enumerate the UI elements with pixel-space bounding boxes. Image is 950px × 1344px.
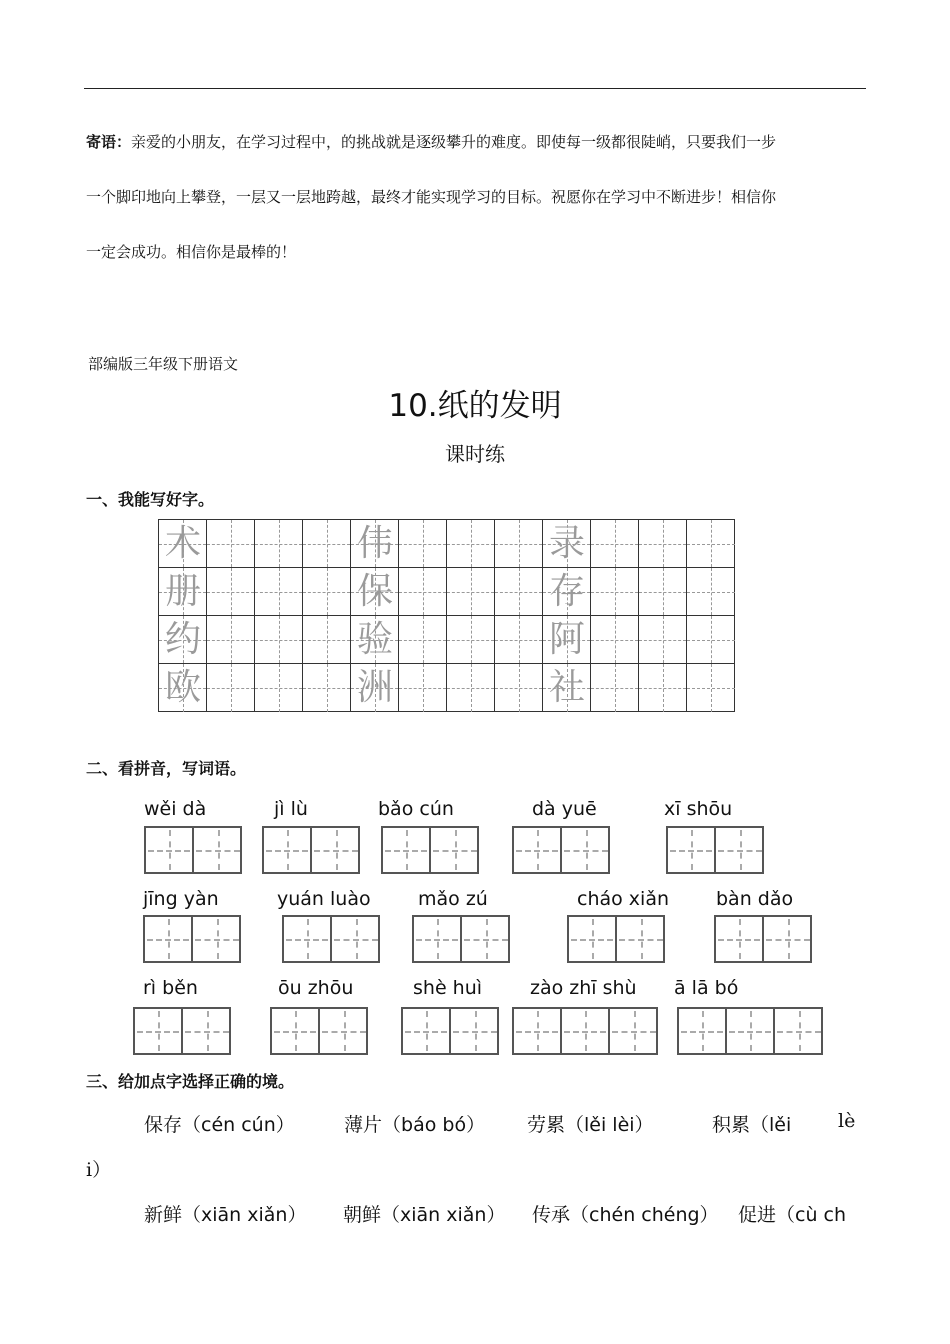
writing-cell[interactable] — [255, 616, 303, 664]
answer-cell[interactable] — [145, 917, 193, 961]
answer-cell[interactable] — [716, 917, 764, 961]
pinyin-label: jì lù — [274, 798, 308, 820]
message-line-1 — [86, 132, 876, 152]
answer-cell[interactable] — [414, 917, 462, 961]
writing-cell[interactable] — [399, 664, 447, 712]
page-title: 10.纸的发明 — [388, 388, 562, 424]
answer-cell[interactable] — [451, 1009, 499, 1053]
answer-cell[interactable] — [679, 1009, 727, 1053]
writing-cell[interactable] — [543, 520, 591, 568]
writing-cell[interactable] — [255, 568, 303, 616]
answer-cell[interactable] — [562, 828, 610, 872]
writing-cell[interactable] — [543, 616, 591, 664]
writing-cell[interactable] — [591, 568, 639, 616]
trace-character: 术 — [164, 523, 201, 564]
answer-boxes[interactable] — [714, 915, 812, 963]
writing-cell[interactable] — [495, 664, 543, 712]
answer-boxes[interactable] — [666, 826, 764, 874]
choice-word: 劳累 — [527, 1114, 566, 1136]
answer-cell[interactable] — [284, 917, 332, 961]
trace-character: 社 — [548, 667, 585, 708]
writing-cell[interactable] — [207, 664, 255, 712]
pinyin-label: jīng yàn — [143, 888, 219, 910]
answer-boxes[interactable] — [143, 915, 241, 963]
writing-cell[interactable] — [351, 568, 399, 616]
answer-cell[interactable] — [312, 828, 360, 872]
writing-cell[interactable] — [495, 520, 543, 568]
trace-character: 阿 — [548, 619, 585, 660]
writing-cell[interactable] — [351, 616, 399, 664]
pinyin-label: rì běn — [143, 977, 198, 999]
pinyin-label: yuán luào — [277, 888, 371, 910]
answer-cell[interactable] — [431, 828, 479, 872]
writing-cell[interactable] — [351, 520, 399, 568]
answer-cell[interactable] — [183, 1009, 231, 1053]
choice-item[interactable] — [144, 1200, 306, 1227]
writing-cell[interactable] — [255, 664, 303, 712]
pinyin-label: shè huì — [413, 977, 483, 999]
writing-cell[interactable] — [447, 616, 495, 664]
pinyin-label: xī shōu — [664, 798, 733, 820]
writing-cell[interactable] — [543, 664, 591, 712]
answer-boxes[interactable] — [567, 915, 665, 963]
writing-cell[interactable] — [639, 664, 687, 712]
writing-cell[interactable] — [639, 616, 687, 664]
pinyin-label: dà yuē — [532, 798, 597, 820]
trace-character: 录 — [548, 523, 585, 564]
writing-cell[interactable] — [207, 568, 255, 616]
writing-cell[interactable] — [255, 520, 303, 568]
answer-cell[interactable] — [383, 828, 431, 872]
writing-cell[interactable] — [159, 616, 207, 664]
trace-character: 存 — [548, 571, 585, 612]
answer-boxes[interactable] — [262, 826, 360, 874]
answer-cell[interactable] — [462, 917, 510, 961]
answer-cell[interactable] — [194, 828, 242, 872]
answer-boxes[interactable] — [512, 826, 610, 874]
choice-word: 新鲜 — [144, 1204, 183, 1226]
writing-cell[interactable] — [591, 616, 639, 664]
choice-item[interactable] — [343, 1200, 505, 1227]
answer-cell[interactable] — [775, 1009, 823, 1053]
answer-cell[interactable] — [569, 917, 617, 961]
choice-item[interactable] — [532, 1200, 719, 1227]
answer-boxes[interactable] — [677, 1007, 823, 1055]
writing-cell[interactable] — [687, 616, 735, 664]
answer-cell[interactable] — [727, 1009, 775, 1053]
message-text-1: 亲爱的小朋友，在学习过程中，的挑战就是逐级攀升的难度。即使每一级都很陡峭，只要我们一步 — [131, 133, 777, 151]
writing-cell[interactable] — [447, 568, 495, 616]
pinyin-label: zào zhī shù — [530, 977, 637, 999]
writing-cell[interactable] — [159, 520, 207, 568]
answer-cell[interactable] — [193, 917, 241, 961]
writing-cell[interactable] — [159, 568, 207, 616]
answer-cell[interactable] — [617, 917, 665, 961]
message-label: 寄语： — [86, 133, 132, 151]
writing-cell[interactable] — [543, 568, 591, 616]
pinyin-label: wěi dà — [144, 798, 207, 820]
choice-word: 薄片 — [344, 1114, 383, 1136]
trace-character: 约 — [164, 619, 201, 660]
choice-item[interactable] — [738, 1200, 846, 1227]
choice-options[interactable]: （lěi lèi） — [565, 1114, 654, 1136]
writing-cell[interactable] — [399, 616, 447, 664]
pinyin-label: mǎo zú — [418, 888, 488, 910]
writing-cell[interactable] — [639, 568, 687, 616]
trace-character: 伟 — [356, 523, 393, 564]
trace-character: 册 — [164, 571, 201, 612]
answer-cell[interactable] — [514, 828, 562, 872]
answer-cell[interactable] — [764, 917, 812, 961]
answer-cell[interactable] — [403, 1009, 451, 1053]
pinyin-label: ōu zhōu — [278, 977, 354, 999]
answer-cell[interactable] — [135, 1009, 183, 1053]
writing-cell[interactable] — [447, 520, 495, 568]
section2-heading: 二、看拼音，写词语。 — [86, 759, 247, 778]
trace-character: 验 — [356, 619, 393, 660]
writing-cell[interactable] — [351, 664, 399, 712]
choice-word: 传承 — [532, 1204, 571, 1226]
message-line-3: 一定会成功。相信你是最棒的！ — [86, 243, 297, 261]
choice-item[interactable] — [144, 1110, 295, 1137]
answer-cell[interactable] — [264, 828, 312, 872]
pinyin-label: ā lā bó — [674, 977, 739, 999]
choice-word: 朝鲜 — [343, 1204, 382, 1226]
writing-cell[interactable] — [687, 664, 735, 712]
trace-character: 欧 — [164, 667, 201, 708]
answer-boxes[interactable] — [412, 915, 510, 963]
section1-heading: 一、我能写好字。 — [86, 490, 215, 509]
trace-character: 保 — [356, 571, 393, 612]
answer-boxes[interactable] — [282, 915, 380, 963]
writing-cell[interactable] — [591, 520, 639, 568]
page-subtitle: 课时练 — [445, 442, 505, 466]
pinyin-label: cháo xiǎn — [577, 888, 670, 910]
answer-boxes[interactable] — [144, 826, 242, 874]
choice-options-tail: lè — [838, 1110, 856, 1132]
answer-cell[interactable] — [514, 1009, 562, 1053]
answer-cell[interactable] — [272, 1009, 320, 1053]
pinyin-label: bàn dǎo — [716, 888, 794, 910]
writing-grid — [158, 519, 735, 712]
answer-cell[interactable] — [320, 1009, 368, 1053]
top-rule — [84, 88, 866, 89]
trace-character: 洲 — [356, 667, 393, 708]
answer-boxes[interactable] — [381, 826, 479, 874]
choice-options[interactable]: （báo bó） — [382, 1114, 486, 1136]
answer-boxes[interactable] — [133, 1007, 231, 1055]
answer-cell[interactable] — [562, 1009, 610, 1053]
writing-cell[interactable] — [303, 664, 351, 712]
choice-word: 保存 — [144, 1114, 183, 1136]
choice-word: 积累 — [712, 1114, 751, 1136]
writing-cell[interactable] — [495, 616, 543, 664]
writing-cell[interactable] — [447, 664, 495, 712]
writing-cell[interactable] — [303, 616, 351, 664]
writing-cell[interactable] — [207, 616, 255, 664]
choice-options[interactable]: （cù ch — [776, 1204, 847, 1226]
choice-options[interactable]: （xiān xiǎn） — [381, 1204, 506, 1226]
writing-cell[interactable] — [495, 568, 543, 616]
answer-cell[interactable] — [146, 828, 194, 872]
grade-label: 部编版三年级下册语文 — [88, 355, 239, 373]
writing-cell[interactable] — [399, 568, 447, 616]
answer-cell[interactable] — [716, 828, 764, 872]
writing-cell[interactable] — [159, 664, 207, 712]
writing-cell[interactable] — [207, 520, 255, 568]
message-line-2: 一个脚印地向上攀登，一层又一层地跨越，最终才能实现学习的目标。祝愿你在学习中不断进步！相信你 — [86, 188, 777, 206]
writing-cell[interactable] — [303, 568, 351, 616]
choice-options[interactable]: （lěi — [750, 1114, 792, 1136]
answer-cell[interactable] — [332, 917, 380, 961]
answer-cell[interactable] — [668, 828, 716, 872]
choice-options[interactable]: （cén cún） — [182, 1114, 295, 1136]
choice-item[interactable] — [712, 1110, 791, 1137]
writing-cell[interactable] — [687, 568, 735, 616]
writing-cell[interactable] — [591, 664, 639, 712]
choice-options-wrap: i） — [86, 1159, 112, 1181]
choice-item[interactable] — [344, 1110, 485, 1137]
answer-boxes[interactable] — [512, 1007, 658, 1055]
section3-heading: 三、给加点字选择正确的境。 — [86, 1072, 295, 1091]
writing-cell[interactable] — [399, 520, 447, 568]
writing-cell[interactable] — [639, 520, 687, 568]
answer-cell[interactable] — [610, 1009, 658, 1053]
pinyin-label: bǎo cún — [378, 798, 454, 820]
writing-cell[interactable] — [303, 520, 351, 568]
answer-boxes[interactable] — [401, 1007, 499, 1055]
choice-word: 促进 — [738, 1204, 777, 1226]
choice-options[interactable]: （chén chéng） — [570, 1204, 719, 1226]
writing-cell[interactable] — [687, 520, 735, 568]
choice-options[interactable]: （xiān xiǎn） — [182, 1204, 307, 1226]
answer-boxes[interactable] — [270, 1007, 368, 1055]
choice-item[interactable] — [527, 1110, 654, 1137]
